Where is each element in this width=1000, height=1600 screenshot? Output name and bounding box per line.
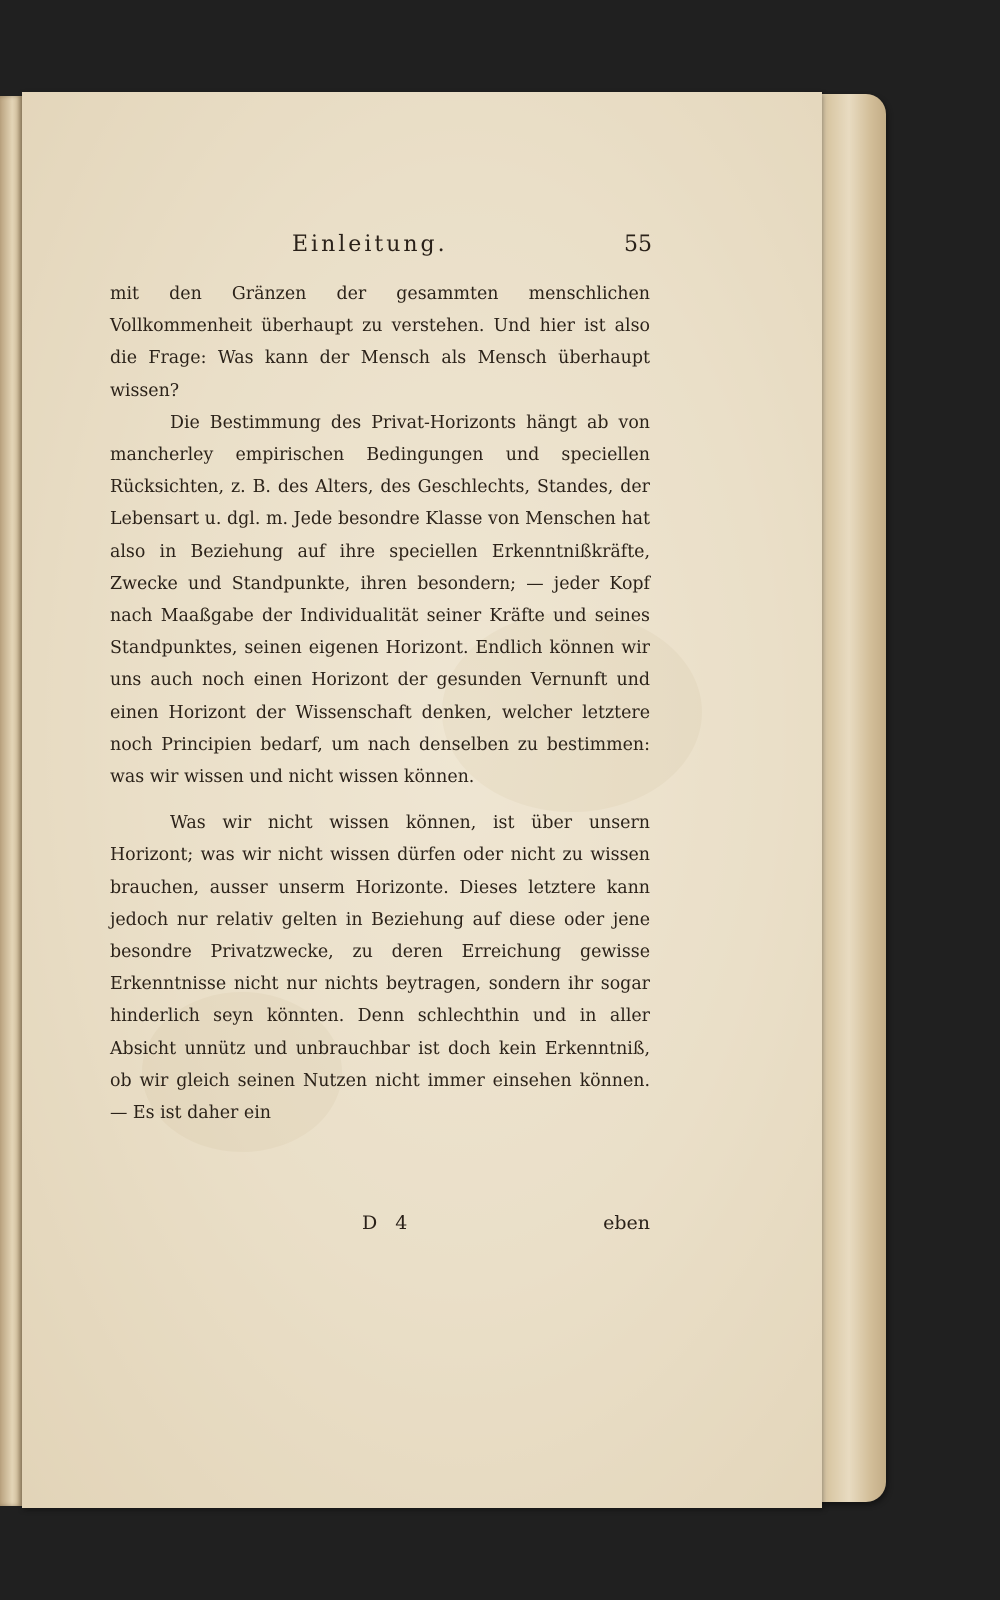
paragraph-private-horizon: Die Bestimmung des Privat-Horizonts hängt ab von mancherley empirischen Bedingungen und speciellen Rücksichten, z. B. des Alters, des Geschlechts, Standes, der Lebensart u. dgl. m. Jede besondre Klasse von Menschen hat also in Beziehung auf ihre speciellen Erkenntnißkräfte, Zwecke und Standpunkte, ihren besondern; — jeder Kopf nach Maaßgabe der Individualität seiner Kräfte und seines Standpunktes, seinen eigenen Horizont. Endlich können wir uns auch noch einen Horizont der gesunden Vernunft und einen Horizont der Wissenschaft denken, welcher letztere noch Principien bedarf, um nach denselben zu bestimmen: was wir wissen und nicht wissen können. bbox=[110, 412, 650, 788]
running-title: Einleitung. bbox=[292, 232, 448, 257]
page-number: 55 bbox=[624, 232, 652, 257]
page-header bbox=[292, 232, 672, 262]
page-footer bbox=[110, 1212, 650, 1238]
signature-mark: D 4 bbox=[362, 1212, 414, 1234]
paragraph-continuation: mit den Gränzen der gesammten menschlichen Vollkommenheit überhaupt zu verstehen. Und hier ist also die Frage: Was kann der Mensch als Mensch überhaupt wissen? bbox=[110, 284, 650, 401]
body-text bbox=[110, 278, 650, 1129]
catchword: eben bbox=[603, 1212, 650, 1234]
book-page bbox=[22, 92, 822, 1508]
paragraph-knowledge-limits: Was wir nicht wissen können, ist über unsern Horizont; was wir nicht wissen dürfen oder nicht zu wissen brauchen, ausser unserm Horizonte. Dieses letztere kann jedoch nur relativ gelten in Beziehung auf diese oder jene besondre Privatzwecke, zu deren Erreichung gewisse Erkenntnisse nicht nur nichts beytragen, sondern ihr sogar hinderlich seyn könnten. Denn schlechthin und in aller Absicht unnütz und unbrauchbar ist doch kein Erkenntniß, ob wir gleich seinen Nutzen nicht immer einsehen können. — Es ist daher ein bbox=[110, 813, 650, 1124]
facing-page-edge bbox=[0, 96, 22, 1506]
